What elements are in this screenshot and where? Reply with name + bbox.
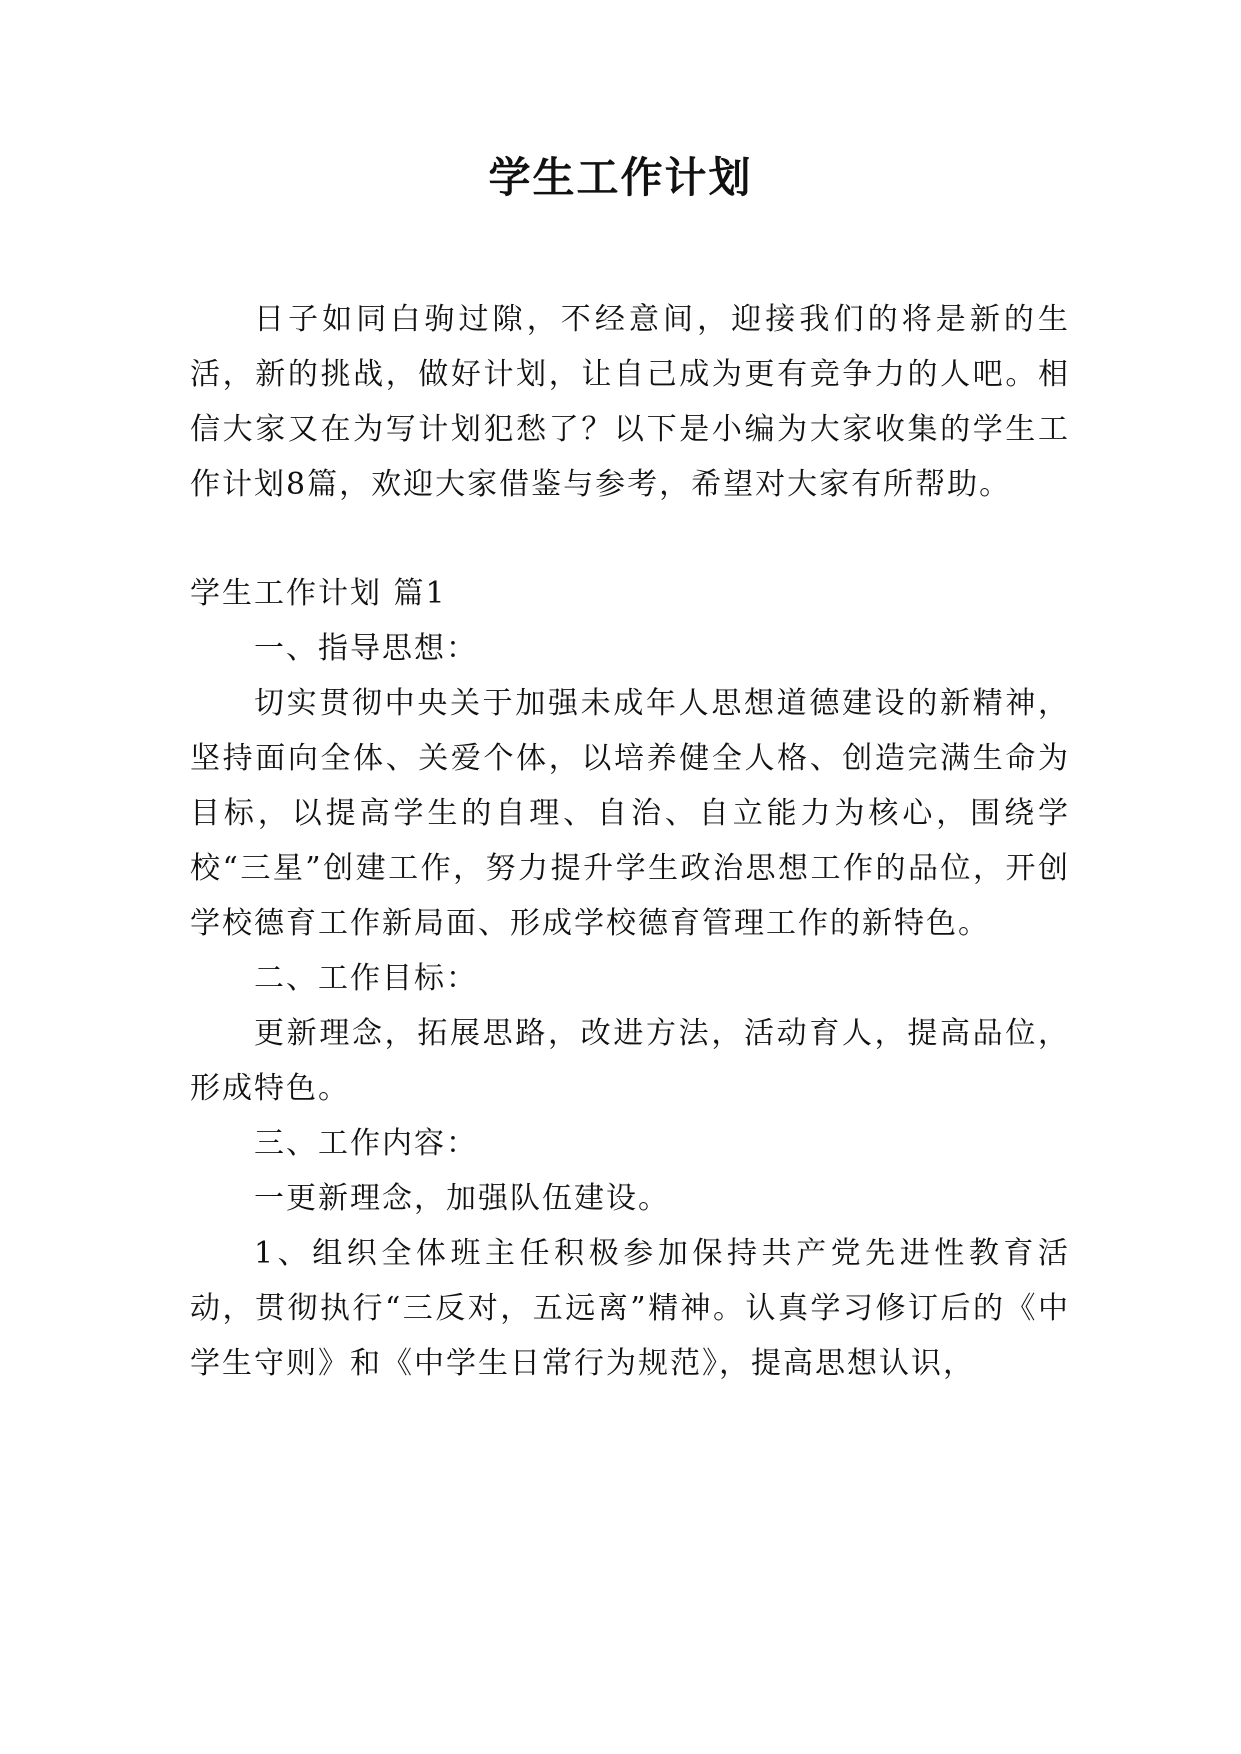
paragraph-spacer	[190, 512, 1070, 566]
subheading-team-building: 一更新理念，加强队伍建设。	[254, 1181, 670, 1216]
paragraph-item-1: 1、组织全体班主任积极参加保持共产党先进性教育活动，贯彻执行“三反对，五远离”精神。认真学习修订后的《中学生守则》和《中学生日常行为规范》，提高思想认识，	[190, 1236, 1070, 1381]
document-title: 学生工作计划	[488, 153, 753, 202]
heading-work-content: 三、工作内容：	[254, 1126, 478, 1161]
document-body	[190, 292, 1070, 1391]
intro-paragraph: 日子如同白驹过隙，不经意间，迎接我们的将是新的生活，新的挑战，做好计划，让自己成为更有竞争力的人吧。相信大家又在为写计划犯愁了？以下是小编为大家收集的学生工作计划8篇，欢迎大家借鉴与参考，希望对大家有所帮助。	[190, 302, 1070, 502]
paragraph-work-goals: 更新理念，拓展思路，改进方法，活动育人，提高品位，形成特色。	[190, 1016, 1070, 1106]
section-heading: 学生工作计划 篇1	[190, 576, 447, 611]
paragraph-guiding-ideology: 切实贯彻中央关于加强未成年人思想道德建设的新精神，坚持面向全体、关爱个体，以培养健全人格、创造完满生命为目标，以提高学生的自理、自治、自立能力为核心，围绕学校“三星”创建工作，努力提升学生政治思想工作的品位，开创学校德育工作新局面、形成学校德育管理工作的新特色。	[190, 686, 1070, 941]
heading-guiding-ideology: 一、指导思想：	[254, 631, 478, 666]
heading-work-goals: 二、工作目标：	[254, 961, 478, 996]
